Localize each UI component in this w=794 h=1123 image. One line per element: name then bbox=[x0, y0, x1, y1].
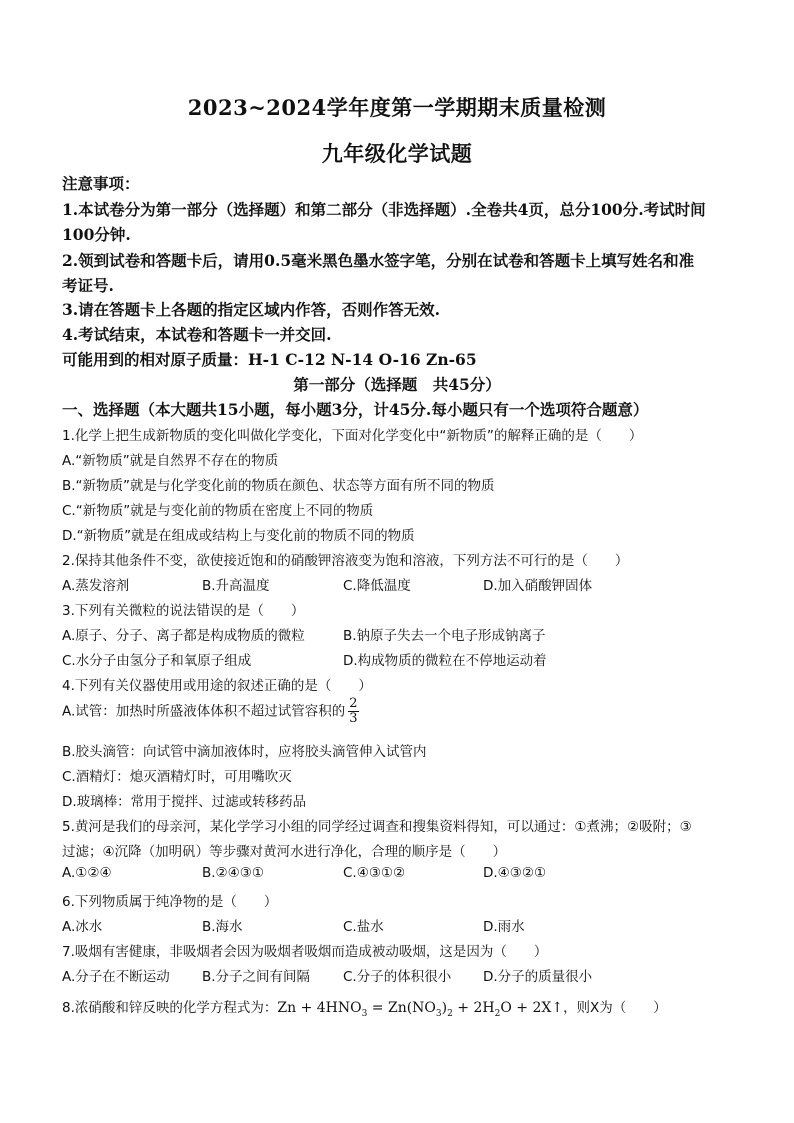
section-heading: 一、选择题（本大题共15小题，每小题3分，计45分.每小题只有一个选项符合题意） bbox=[62, 400, 649, 419]
notice-item-2-cont: 考证号. bbox=[62, 276, 114, 295]
eq-subscript-3: 2 bbox=[447, 1008, 453, 1019]
q2-option-d: D.加入硝酸钾固体 bbox=[483, 578, 593, 594]
eq-part-1: Zn + 4HNO bbox=[277, 1000, 362, 1016]
q1-option-b: B.“新物质”就是与化学变化前的物质在颜色、状态等方面有所不同的物质 bbox=[62, 478, 495, 494]
q5-option-c: C.④③①② bbox=[343, 865, 406, 881]
notice-item-1-cont: 100分钟. bbox=[62, 225, 131, 244]
q7-stem: 7.吸烟有害健康，非吸烟者会因为吸烟者吸烟而造成被动吸烟，这是因为（ ） bbox=[62, 944, 548, 960]
eq-subscript-1: 3 bbox=[361, 1008, 368, 1019]
q2-stem: 2.保持其他条件不变，欲使接近饱和的硝酸钾溶液变为饱和溶液，下列方法不可行的是（ ） bbox=[62, 553, 629, 569]
q2-option-c: C.降低温度 bbox=[343, 578, 411, 594]
q3-stem: 3.下列有关微粒的说法错误的是（ ） bbox=[62, 603, 305, 619]
q3-option-d: D.构成物质的微粒在不停地运动着 bbox=[343, 653, 547, 669]
q5-stem-cont: 过滤；④沉降（加明矾）等步骤对黄河水进行净化，合理的顺序是（ ） bbox=[62, 844, 507, 860]
q3-option-c: C.水分子由氢分子和氧原子组成 bbox=[62, 653, 252, 669]
q6-stem: 6.下列物质属于纯净物的是（ ） bbox=[62, 894, 278, 910]
fraction-two-thirds bbox=[348, 697, 358, 726]
part1-title: 第一部分（选择题 共45分） bbox=[293, 375, 501, 394]
q2-option-b: B.升高温度 bbox=[202, 578, 270, 594]
q4-option-a bbox=[62, 697, 359, 726]
notice-item-1: 1.本试卷分为第一部分（选择题）和第二部分（非选择题）.全卷共4页，总分100分.考试时间 bbox=[62, 200, 706, 219]
eq-part-5: O + 2X↑ bbox=[500, 1000, 564, 1016]
exam-title: 2023~2024学年度第一学期期末质量检测 bbox=[187, 95, 607, 120]
q7-option-c: C.分子的体积很小 bbox=[343, 969, 452, 985]
q5-option-a: A.①②④ bbox=[62, 865, 112, 881]
q8-stem-end: ，则X为（ ） bbox=[563, 1000, 667, 1016]
notice-item-2: 2.领到试卷和答题卡后，请用0.5毫米黑色墨水签字笔，分别在试卷和答题卡上填写姓名和准 bbox=[62, 251, 695, 270]
q4-option-c: C.酒精灯：熄灭酒精灯时，可用嘴吹灭 bbox=[62, 769, 292, 785]
q5-option-b: B.②④③① bbox=[202, 865, 264, 881]
q5-option-d: D.④③②① bbox=[483, 865, 547, 881]
q8-stem-text: 8.浓硝酸和锌反映的化学方程式为： bbox=[62, 1000, 278, 1016]
eq-subscript-2: 3 bbox=[435, 1008, 442, 1019]
q2-option-a: A.蒸发溶剂 bbox=[62, 578, 130, 594]
notice-item-3: 3.请在答题卡上各题的指定区域内作答，否则作答无效. bbox=[62, 300, 441, 319]
q3-option-a: A.原子、分子、离子都是构成物质的微粒 bbox=[62, 628, 305, 644]
q4-stem: 4.下列有关仪器使用或用途的叙述正确的是（ ） bbox=[62, 678, 372, 694]
eq-part-4: + 2H bbox=[452, 1000, 495, 1016]
eq-part-3: ) bbox=[441, 1000, 448, 1016]
notice-heading: 注意事项： bbox=[62, 174, 140, 193]
q1-stem: 1.化学上把生成新物质的变化叫做化学变化，下面对化学变化中“新物质”的解释正确的是（ ） bbox=[62, 428, 643, 444]
eq-part-2: = Zn(NO bbox=[367, 1000, 436, 1016]
q4-option-b: B.胶头滴管：向试管中滴加液体时，应将胶头滴管伸入试管内 bbox=[62, 744, 427, 760]
fraction-numerator: 2 bbox=[349, 696, 358, 711]
notice-item-4: 4.考试结束，本试卷和答题卡一并交回. bbox=[62, 325, 332, 344]
q6-option-a: A.冰水 bbox=[62, 919, 103, 935]
atomic-mass-line: 可能用到的相对原子质量：H-1 C-12 N-14 O-16 Zn-65 bbox=[62, 350, 477, 369]
q8-stem bbox=[62, 996, 667, 1019]
q7-option-d: D.分子的质量很小 bbox=[483, 969, 593, 985]
q7-option-a: A.分子在不断运动 bbox=[62, 969, 170, 985]
q4-option-a-text: A.试管：加热时所盛液体体积不超过试管容积的 bbox=[62, 703, 346, 720]
q6-option-b: B.海水 bbox=[202, 919, 243, 935]
q1-option-a: A.“新物质”就是自然界不存在的物质 bbox=[62, 453, 279, 469]
eq-subscript-4: 2 bbox=[494, 1008, 501, 1019]
q5-stem: 5.黄河是我们的母亲河，某化学学习小组的同学经过调查和搜集资料得知，可以通过：①煮沸；②吸附；③ bbox=[62, 819, 692, 835]
q6-option-d: D.雨水 bbox=[483, 919, 525, 935]
q3-option-b: B.钠原子失去一个电子形成钠离子 bbox=[343, 628, 546, 644]
exam-subtitle: 九年级化学试题 bbox=[321, 141, 473, 166]
fraction-denominator: 3 bbox=[349, 711, 358, 726]
q1-option-c: C.“新物质”就是与变化前的物质在密度上不同的物质 bbox=[62, 503, 374, 519]
q4-option-d: D.玻璃棒：常用于搅拌、过滤或转移药品 bbox=[62, 794, 307, 810]
q7-option-b: B.分子之间有间隔 bbox=[202, 969, 311, 985]
chemical-equation bbox=[277, 1000, 564, 1019]
q1-option-d: D.“新物质”就是在组成或结构上与变化前的物质不同的物质 bbox=[62, 528, 415, 544]
q6-option-c: C.盐水 bbox=[343, 919, 384, 935]
